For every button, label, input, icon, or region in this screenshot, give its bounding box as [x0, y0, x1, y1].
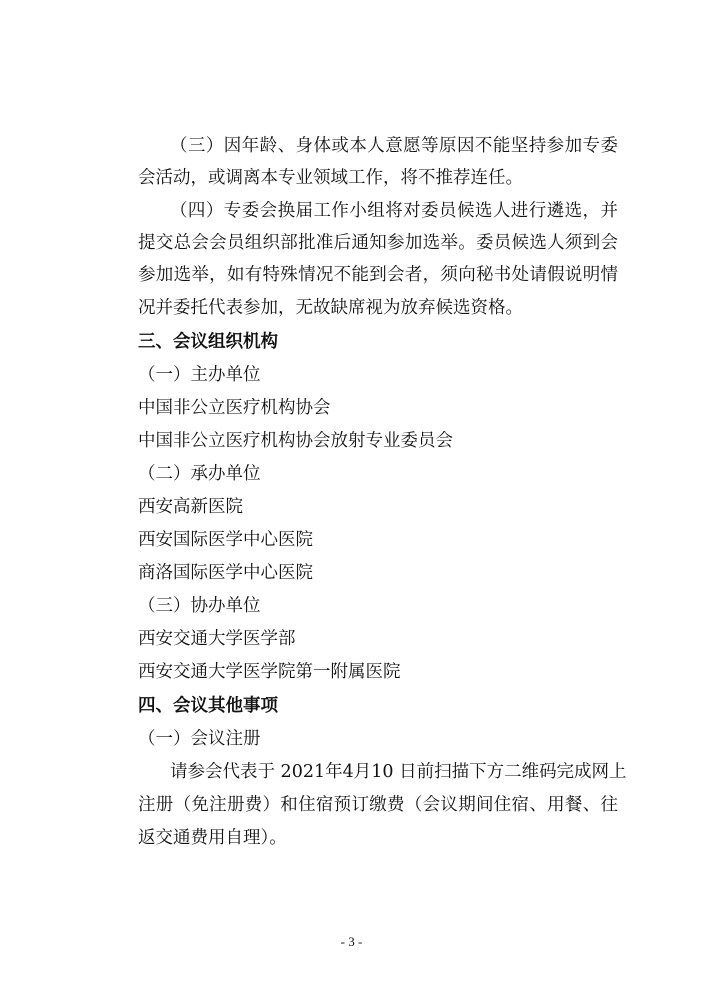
item3-line2: 会活动，或调离本专业领域工作，将不推荐连任。 — [138, 168, 523, 188]
registration-line1: 请参会代表于 2021年4月10 日前扫描下方二维码完成网上 — [170, 762, 627, 782]
registration-label: （一）会议注册 — [138, 729, 261, 749]
registration-line3: 返交通费用自理）。 — [138, 828, 287, 848]
page-number: - 3 - — [340, 934, 363, 949]
registration-line2: 注册（免注册费）和住宿预订缴费（会议期间住宿、用餐、往 — [138, 795, 618, 815]
item4-line3: 参加选举，如有特殊情况不能到会者，须向秘书处请假说明情 — [138, 265, 618, 285]
organizer-unit-1: 西安高新医院 — [138, 497, 243, 517]
organizer-unit-2: 西安国际医学中心医院 — [138, 530, 313, 550]
host-unit-1: 中国非公立医疗机构协会 — [138, 398, 331, 418]
section3-heading: 三、会议组织机构 — [138, 332, 278, 352]
host-unit-2: 中国非公立医疗机构协会放射专业委员会 — [138, 431, 453, 451]
organizer-label: （二）承办单位 — [138, 464, 261, 484]
co-organizer-unit-1: 西安交通大学医学部 — [138, 629, 296, 649]
item3-line1: （三）因年龄、身体或本人意愿等原因不能坚持参加专委 — [170, 136, 618, 156]
organizer-unit-3: 商洛国际医学中心医院 — [138, 563, 313, 583]
section4-heading: 四、会议其他事项 — [138, 696, 278, 716]
co-organizer-unit-2: 西安交通大学医学院第一附属医院 — [138, 662, 401, 682]
co-organizer-label: （三）协办单位 — [138, 596, 261, 616]
host-label: （一）主办单位 — [138, 365, 261, 385]
item4-line2: 提交总会会员组织部批准后通知参加选举。委员候选人须到会 — [138, 233, 618, 253]
item4-line4: 况并委托代表参加，无故缺席视为放弃候选资格。 — [138, 298, 523, 318]
item4-line1: （四）专委会换届工作小组将对委员候选人进行遴选，并 — [170, 201, 618, 221]
